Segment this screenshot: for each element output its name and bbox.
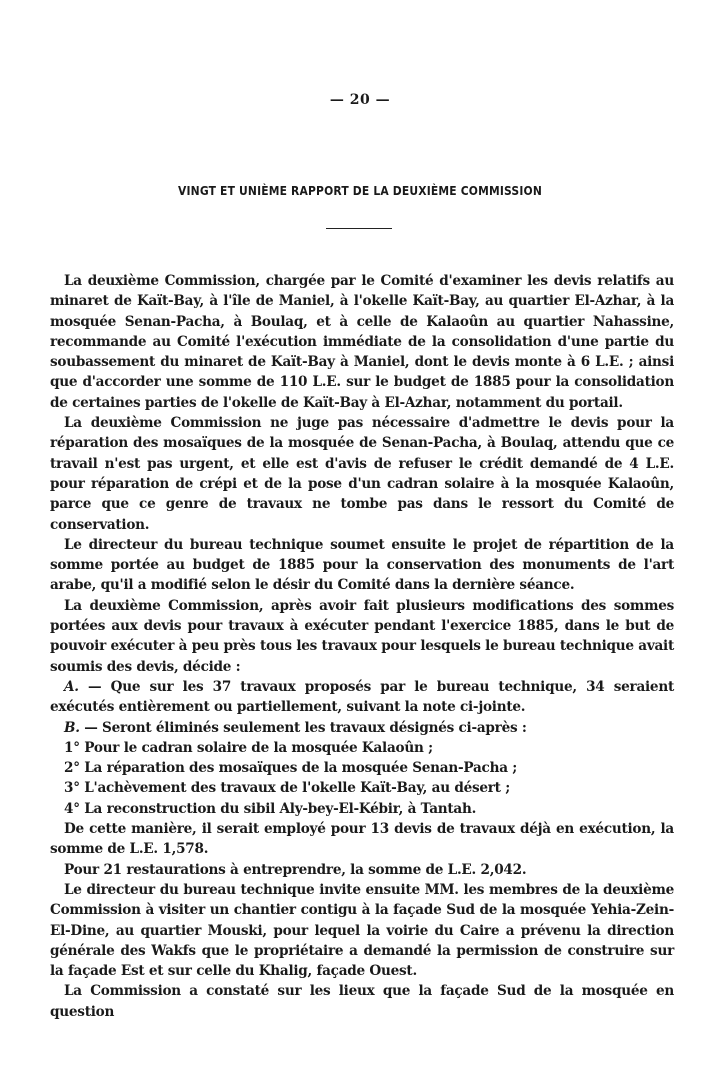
list-item: 1° Pour le cadran solaire de la mosquée Kalaoûn ; bbox=[64, 739, 433, 756]
paragraph: La deuxième Commission, après avoir fait plusieurs modifications des sommes portées aux devis pour travaux à exécuter pendant l'exercice 1885, dans le but de pouvoir exécuter à peu près tous les travaux pour lesquels le bureau technique avait soumis des devis, décide : bbox=[50, 597, 674, 675]
list-item: 3° L'achèvement des travaux de l'okelle Kaït-Bay, au désert ; bbox=[64, 780, 510, 797]
clause-a-letter: A. bbox=[64, 678, 79, 695]
list-item: 2° La réparation des mosaïques de la mosquée Senan-Pacha ; bbox=[64, 760, 518, 777]
clause-a bbox=[50, 677, 674, 718]
clause-b bbox=[50, 718, 674, 738]
paragraph: La deuxième Commission ne juge pas nécessaire d'admettre le devis pour la réparation des mosaïques de la mosquée de Senan-Pacha, à Boulaq, attendu que ce travail n'est pas urgent, et elle est d'avis de refuser le crédit demandé de 4 L.E. pour réparation de crépi et de la pose d'un cadran solaire à la mosquée Kalaoûn, parce que ce genre de travaux ne tombe pas dans le ressort du Comité de conservation. bbox=[50, 415, 674, 533]
report-title: VINGT ET UNIÈME RAPPORT DE LA DEUXIÈME COMMISSION bbox=[178, 183, 542, 198]
page-number: — 20 — bbox=[329, 92, 391, 108]
paragraph: La deuxième Commission, chargée par le Comité d'examiner les devis relatifs au minaret de Kaït-Bay, à l'île de Maniel, à l'okelle Kaït-Bay, au quartier El-Azhar, à la mosquée Senan-Pacha, à Boulaq, et à celle de Kalaoûn au quartier Nahassine, recommande au Comité l'exécution immédiate de la consolidation d'une partie du soubassement du minaret de Kaït-Bay à Maniel, dont le devis monte à 6 L.E. ; ainsi que d'accorder une somme de 110 L.E. sur le budget de 1885 pour la consolidation de certaines parties de l'okelle de Kaït-Bay à El-Azhar, notamment du portail. bbox=[50, 273, 674, 411]
clause-b-text: — Seront éliminés seulement les travaux désignés ci-après : bbox=[79, 719, 527, 736]
report-body bbox=[50, 271, 674, 1022]
clause-b-letter: B. bbox=[64, 719, 80, 736]
paragraph: Le directeur du bureau technique soumet ensuite le projet de répartition de la somme portée au budget de 1885 pour la conservation des monuments de l'art arabe, qu'il a modifié selon le désir du Comité dans la dernière séance. bbox=[50, 536, 674, 594]
title-divider bbox=[326, 228, 392, 229]
paragraph: La Commission a constaté sur les lieux que la façade Sud de la mosquée en question bbox=[50, 983, 674, 1020]
clause-a-text: — Que sur les 37 travaux proposés par le bureau technique, 34 seraient exécutés entièrement ou partiellement, suivant la note ci-jointe. bbox=[50, 678, 674, 716]
paragraph: Le directeur du bureau technique invite ensuite MM. les membres de la deuxième Commission à visiter un chantier contigu à la façade Sud de la mosquée Yehia-Zein-El-Dine, au quartier Mouski, pour lequel la voirie du Caire a prévenu la direction générale des Wakfs que le propriétaire a demandé la permission de construire sur la façade Est et sur celle du Khalig, façade Ouest. bbox=[50, 881, 674, 980]
paragraph: Pour 21 restaurations à entreprendre, la somme de L.E. 2,042. bbox=[64, 861, 527, 878]
paragraph: De cette manière, il serait employé pour 13 devis de travaux déjà en exécution, la somme de L.E. 1,578. bbox=[50, 821, 674, 858]
list-item: 4° La reconstruction du sibil Aly-bey-El-Kébir, à Tantah. bbox=[64, 800, 477, 817]
